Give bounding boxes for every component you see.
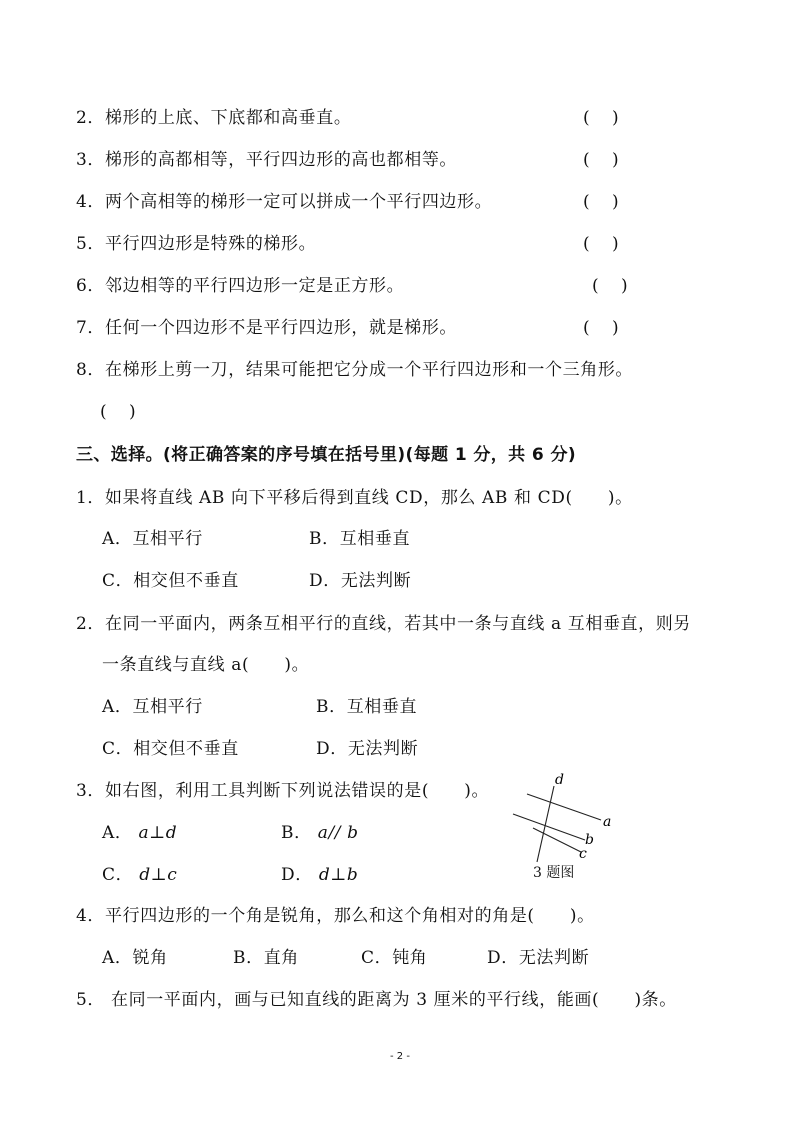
section-heading: 三、选择。(将正确答案的序号填在括号里)(每题 1 分，共 6 分) (76, 445, 577, 465)
judge-item-5-text: 5．平行四边形是特殊的梯形。 (76, 234, 317, 254)
judge-item-8-text: 8．在梯形上剪一刀，结果可能把它分成一个平行四边形和一个三角形。 (76, 360, 634, 380)
line-a (527, 794, 601, 820)
judge-item-2-text: 2．梯形的上底、下底都和高垂直。 (76, 108, 352, 128)
q2-option-d[interactable]: D．无法判断 (316, 739, 419, 759)
option-label: D． (281, 865, 313, 885)
q2-option-a[interactable]: A．互相平行 (102, 697, 203, 717)
judge-item-3-text: 3．梯形的高都相等，平行四边形的高也都相等。 (76, 150, 458, 170)
q2-stem-line1: 2．在同一平面内，两条互相平行的直线，若其中一条与直线 a 互相垂直，则另 (76, 614, 691, 634)
q2-stem-line2: 一条直线与直线 a( )。 (102, 655, 310, 675)
q1-option-d[interactable]: D．无法判断 (309, 571, 412, 591)
q3-option-c[interactable] (102, 863, 177, 887)
figure-caption: 3 题图 (533, 865, 575, 881)
answer-paren[interactable]: ( ) (583, 192, 619, 212)
q1-option-c[interactable]: C．相交但不垂直 (102, 571, 239, 591)
q3-option-b[interactable] (281, 821, 359, 845)
q2-option-c[interactable]: C．相交但不垂直 (102, 739, 239, 759)
q4-option-a[interactable]: A．锐角 (102, 948, 168, 968)
judge-item-7-text: 7．任何一个四边形不是平行四边形，就是梯形。 (76, 318, 458, 338)
answer-paren[interactable]: ( ) (583, 234, 619, 254)
option-expression: a// b (317, 823, 359, 843)
q4-option-b[interactable]: B．直角 (233, 948, 299, 968)
q5-stem: 在同一平面内，画与已知直线的距离为 3 厘米的平行线，能画( )条。 (111, 990, 677, 1010)
q4-stem: 4．平行四边形的一个角是锐角，那么和这个角相对的角是( )。 (76, 906, 595, 926)
judge-item-6-text: 6．邻边相等的平行四边形一定是正方形。 (76, 276, 405, 296)
q5-number: 5． (76, 990, 106, 1010)
q4-option-d[interactable]: D．无法判断 (487, 948, 590, 968)
label-c: c (579, 846, 587, 862)
q3-figure (505, 770, 615, 865)
option-label: B． (281, 823, 312, 843)
answer-paren[interactable]: ( ) (583, 318, 619, 338)
q3-stem: 3．如右图，利用工具判断下列说法错误的是( )。 (76, 781, 490, 801)
q1-option-b[interactable]: B．互相垂直 (309, 529, 411, 549)
q3-option-a[interactable] (102, 821, 177, 845)
q1-option-a[interactable]: A．互相平行 (102, 529, 203, 549)
q2-option-b[interactable]: B．互相垂直 (316, 697, 418, 717)
answer-paren[interactable]: ( ) (583, 108, 619, 128)
q3-option-d[interactable] (281, 863, 358, 887)
option-label: C． (102, 865, 134, 885)
option-expression: d⊥c (139, 865, 178, 885)
answer-paren[interactable]: ( ) (592, 276, 628, 296)
q1-stem: 1．如果将直线 AB 向下平移后得到直线 CD，那么 AB 和 CD( )。 (76, 488, 633, 508)
option-expression: d⊥b (318, 865, 359, 885)
page-number: - 2 - (390, 1051, 410, 1062)
answer-paren[interactable]: ( ) (583, 150, 619, 170)
answer-paren[interactable]: ( ) (100, 402, 136, 422)
judge-item-4-text: 4．两个高相等的梯形一定可以拼成一个平行四边形。 (76, 192, 493, 212)
option-expression: a⊥d (138, 823, 178, 843)
label-b: b (585, 832, 594, 848)
label-d: d (555, 772, 564, 788)
option-label: A． (102, 823, 133, 843)
q4-option-c[interactable]: C．钝角 (361, 948, 428, 968)
label-a: a (603, 814, 612, 830)
